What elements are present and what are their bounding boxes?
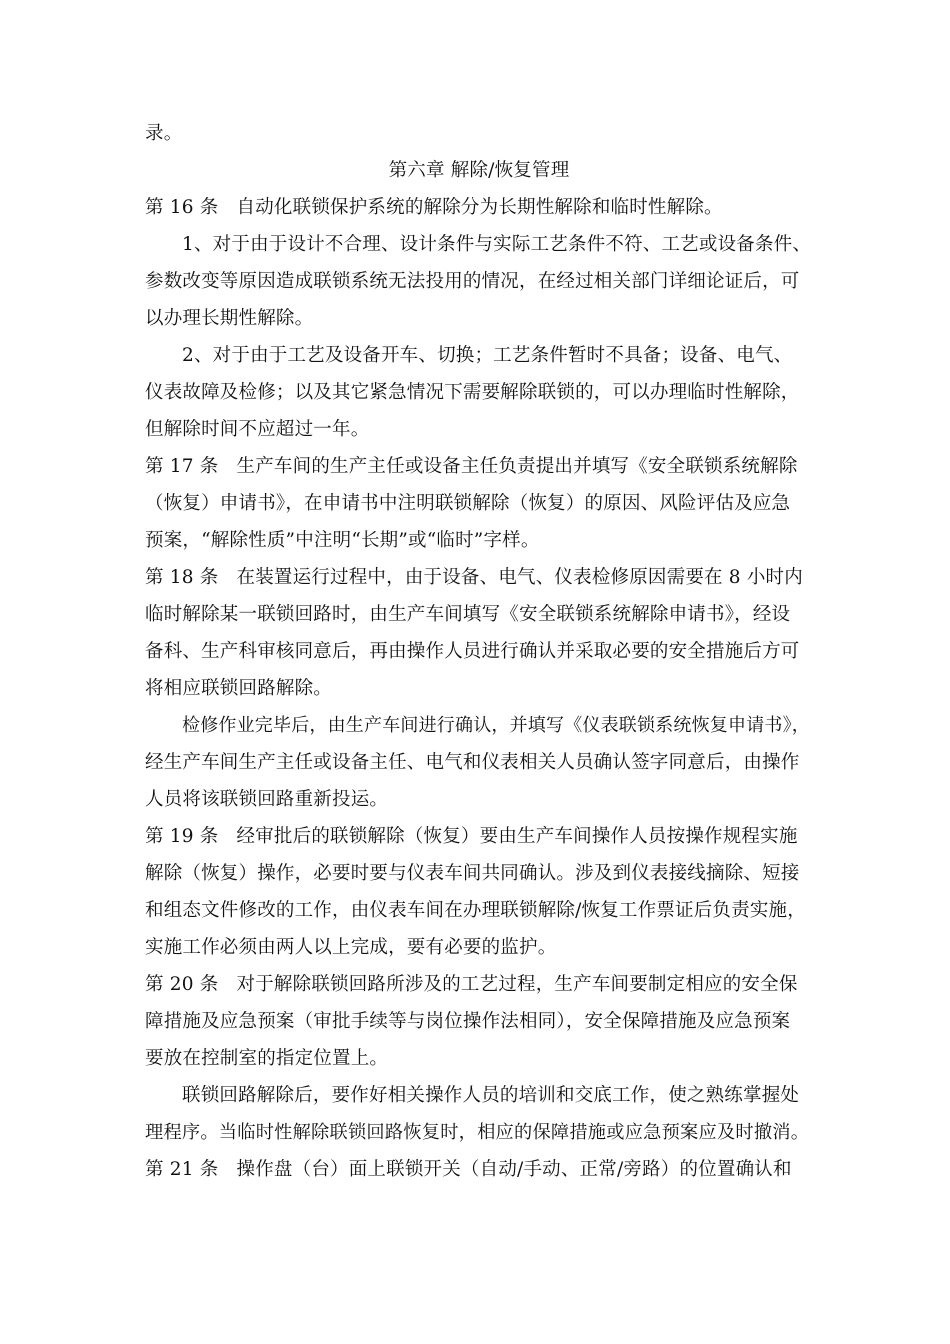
article-number: 第 20 条 <box>145 974 219 995</box>
text-line: 以办理长期性解除。 <box>145 308 314 329</box>
article-16-line: 第 16 条 自动化联锁保护系统的解除分为长期性解除和临时性解除。 <box>145 189 813 226</box>
article-number: 第 17 条 <box>145 456 219 477</box>
text-line: 参数改变等原因造成联锁系统无法投用的情况，在经过相关部门详细论证后，可 <box>145 271 800 292</box>
text-line: 联锁回路解除后，要作好相关操作人员的培训和交底工作，使之熟练掌握处 <box>182 1085 800 1106</box>
text-line: 要放在控制室的指定位置上。 <box>145 1048 389 1069</box>
article-18-line: 第 18 条 在装置运行过程中，由于设备、电气、仪表检修原因需要在 8 小时内 <box>145 559 813 596</box>
text-line: 2、对于由于工艺及设备开车、切换；工艺条件暂时不具备；设备、电气、 <box>182 345 793 366</box>
document-page <box>145 115 813 1188</box>
text-line: 将相应联锁回路解除。 <box>145 678 333 699</box>
text-line: 但解除时间不应超过一年。 <box>145 419 370 440</box>
article-21-line: 第 21 条 操作盘（台）面上联锁开关（自动/手动、正常/旁路）的位置确认和 <box>145 1151 813 1188</box>
text-line: 录。 <box>145 123 183 144</box>
article-17-line: 第 17 条 生产车间的生产主任或设备主任负责提出并填写《安全联锁系统解除 <box>145 448 813 485</box>
text-line: 经生产车间生产主任或设备主任、电气和仪表相关人员确认签字同意后，由操作 <box>145 752 800 773</box>
text-line: 人员将该联锁回路重新投运。 <box>145 789 389 810</box>
text-line: 实施工作必须由两人以上完成，要有必要的监护。 <box>145 937 557 958</box>
text-line: 备科、生产科审核同意后，再由操作人员进行确认并采取必要的安全措施后方可 <box>145 641 800 662</box>
article-number: 第 16 条 <box>145 197 219 218</box>
text-line: 理程序。当临时性解除联锁回路恢复时，相应的保障措施或应急预案应及时撤消。 <box>145 1122 810 1143</box>
text-line: 1、对于由于设计不合理、设计条件与实际工艺条件不符、工艺或设备条件、 <box>182 234 812 255</box>
article-20-line: 第 20 条 对于解除联锁回路所涉及的工艺过程，生产车间要制定相应的安全保 <box>145 966 813 1003</box>
text-line: 仪表故障及检修；以及其它紧急情况下需要解除联锁的，可以办理临时性解除， <box>145 382 800 403</box>
text-line: 临时解除某一联锁回路时，由生产车间填写《安全联锁系统解除申请书》，经设 <box>145 604 791 625</box>
text-line: 检修作业完毕后，由生产车间进行确认，并填写《仪表联锁系统恢复申请书》， <box>182 715 810 736</box>
text-line: 和组态文件修改的工作，由仪表车间在办理联锁解除/恢复工作票证后负责实施， <box>145 900 806 921</box>
text-line: 预案，“解除性质”中注明“长期”或“临时”字样。 <box>145 530 540 551</box>
text-line: （恢复）申请书》，在申请书中注明联锁解除（恢复）的原因、风险评估及应急 <box>145 493 791 514</box>
text-line: 障措施及应急预案（审批手续等与岗位操作法相同），安全保障措施及应急预案 <box>145 1011 791 1032</box>
chapter-title: 第六章 解除/恢复管理 <box>388 160 570 181</box>
article-19-line: 第 19 条 经审批后的联锁解除（恢复）要由生产车间操作人员按操作规程实施 <box>145 818 813 855</box>
article-number: 第 19 条 <box>145 826 219 847</box>
article-number: 第 18 条 <box>145 567 219 588</box>
text-line: 解除（恢复）操作，必要时要与仪表车间共同确认。涉及到仪表接线摘除、短接 <box>145 863 800 884</box>
article-number: 第 21 条 <box>145 1159 219 1180</box>
